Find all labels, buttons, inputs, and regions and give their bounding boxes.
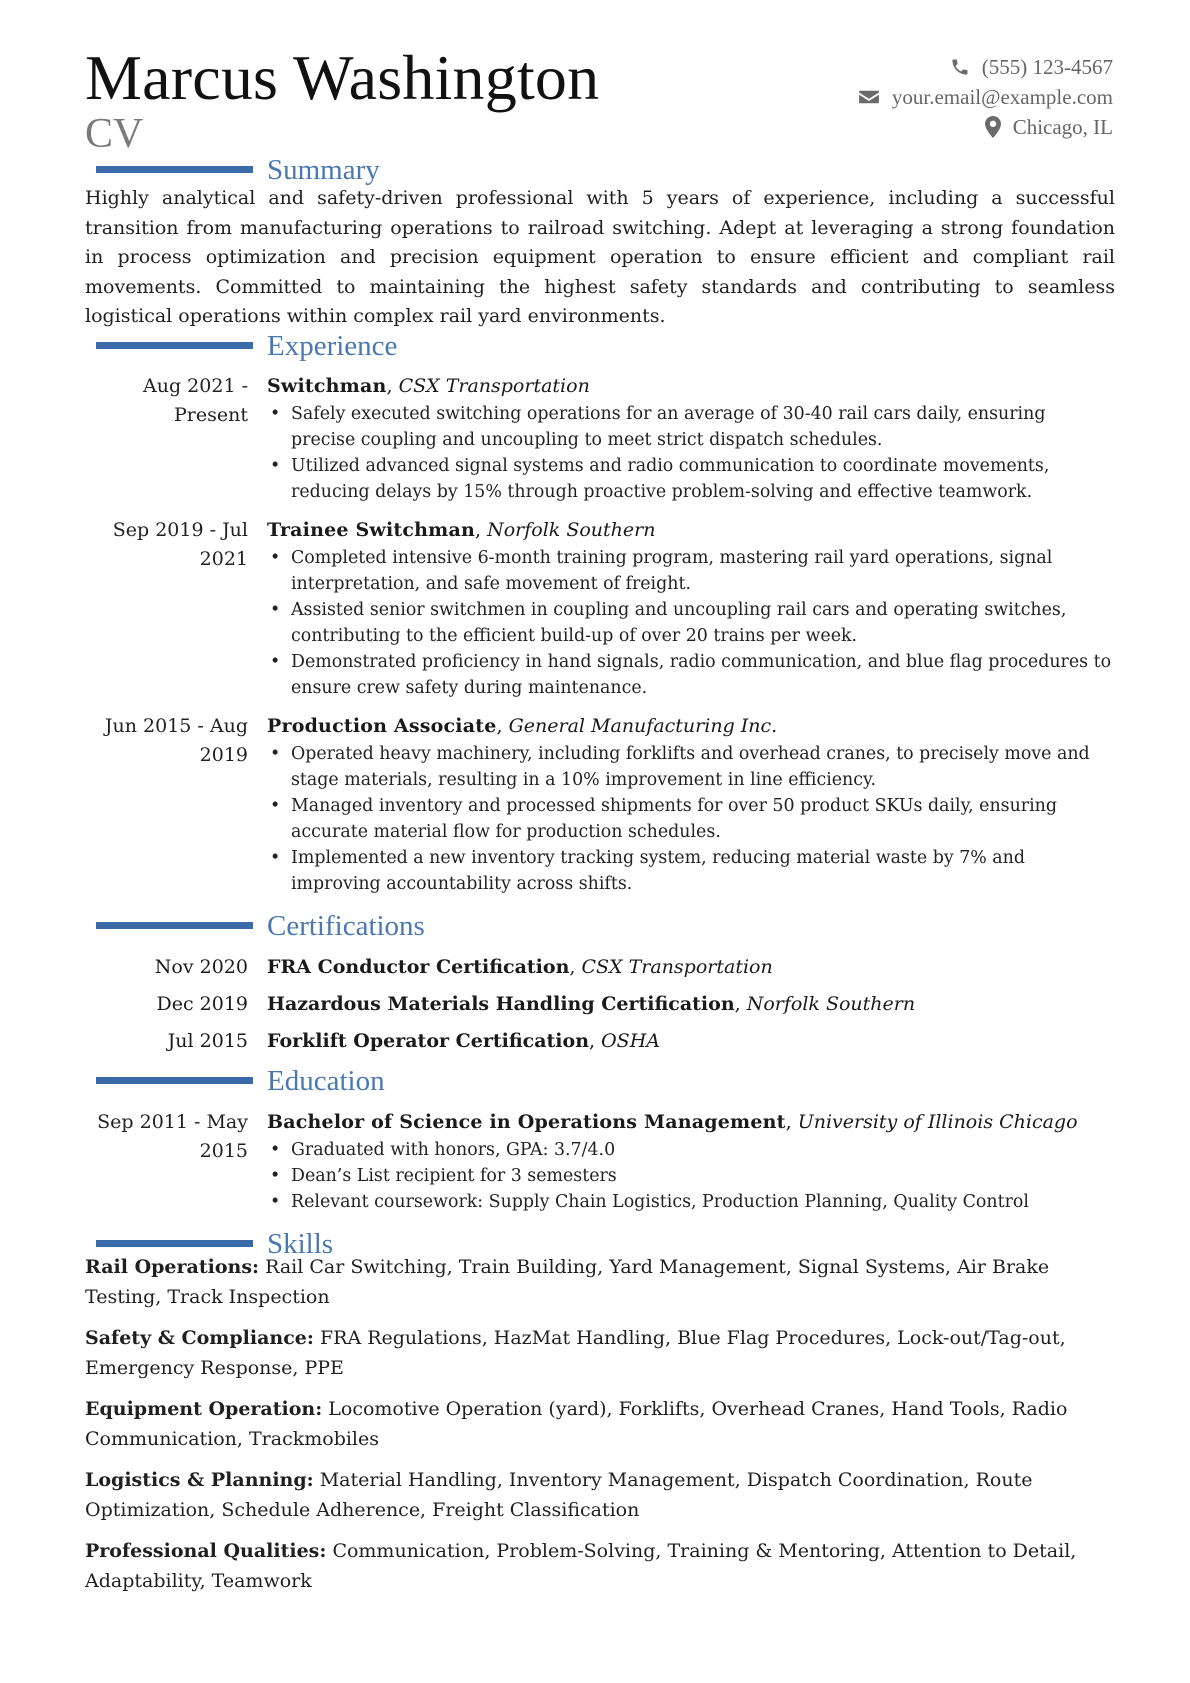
section-divider xyxy=(96,342,253,349)
section-education-header xyxy=(85,1063,1113,1099)
job-title: Switchman xyxy=(267,375,387,397)
skill-group xyxy=(85,1537,1115,1596)
list-item: • Safely executed switching operations for an average of 30-40 rail cars daily, ensuring precise coupling and uncoupling to meet strict dispatch schedules. xyxy=(267,401,1113,453)
employer: General Manufacturing Inc. xyxy=(508,715,778,737)
skill-list: Rail Car Switching, Train Building, Yard Management, Signal Systems, Air Brake Testing, Track Inspection xyxy=(85,1256,1050,1308)
skill-category: Rail Operations: xyxy=(85,1256,260,1278)
bullet-list xyxy=(267,401,1113,505)
certification-item: Nov 2020 FRA Conductor Certification, CSX Transportation xyxy=(85,952,1113,982)
bullet-list xyxy=(267,1137,1113,1215)
school: University of Illinois Chicago xyxy=(797,1111,1078,1133)
contact-location xyxy=(858,112,1113,142)
section-title: Skills xyxy=(267,1228,334,1260)
summary-text: Highly analytical and safety-driven professional with 5 years of experience, including a successful transition from manufacturing operations to railroad switching. Adept at leveraging a strong foundation in process optimization and precision equipment operation to ensure efficient and compliant rail movements. Committed to maintaining the highest safety standards and contributing to seamless logistical operations within complex rail yard environments. xyxy=(85,187,1115,327)
envelope-icon xyxy=(858,88,880,106)
section-divider xyxy=(96,1077,253,1084)
list-item: • Operated heavy machinery, including forklifts and overhead cranes, to precisely move and stage materials, resulting in a 10% improvement in line efficiency. xyxy=(267,741,1113,793)
skill-group xyxy=(85,1253,1115,1312)
contact-email[interactable] xyxy=(858,82,1113,112)
list-item: • Assisted senior switchmen in coupling and uncoupling rail cars and operating switches, contributing to the efficient build-up of over 20 trains per week. xyxy=(267,597,1113,649)
section-title: Education xyxy=(267,1065,385,1097)
degree: Bachelor of Science in Operations Management xyxy=(267,1111,786,1133)
skill-category: Equipment Operation: xyxy=(85,1398,323,1420)
bullet-list xyxy=(267,741,1113,897)
certification-name: Hazardous Materials Handling Certification xyxy=(267,993,735,1015)
candidate-name: Marcus Washington xyxy=(85,42,600,113)
phone-text: (555) 123-4567 xyxy=(981,54,1113,79)
list-item: • Dean’s List recipient for 3 semesters xyxy=(267,1163,1113,1189)
entry-date: Dec 2019 xyxy=(156,993,248,1015)
job-title: Production Associate xyxy=(267,715,497,737)
email-text: your.email@example.com xyxy=(891,84,1113,109)
contact-phone[interactable] xyxy=(858,52,1113,82)
skill-category: Logistics & Planning: xyxy=(85,1469,314,1491)
list-item: • Implemented a new inventory tracking system, reducing material waste by 7% and improving accountability across shifts. xyxy=(267,845,1113,897)
section-summary-header xyxy=(85,152,1113,188)
list-item: • Completed intensive 6-month training program, mastering rail yard operations, signal interpretation, and safe movement of freight. xyxy=(267,545,1113,597)
section-divider xyxy=(96,922,253,929)
entry-date: Nov 2020 xyxy=(154,956,248,978)
bullet-list xyxy=(267,545,1113,701)
list-item: • Utilized advanced signal systems and radio communication to coordinate movements, reducing delays by 15% through proactive problem-solving and effective teamwork. xyxy=(267,453,1113,505)
skill-group xyxy=(85,1466,1115,1525)
entry-headline: Switchman, CSX Transportation xyxy=(267,375,590,397)
employer: CSX Transportation xyxy=(398,375,590,397)
list-item: • Graduated with honors, GPA: 3.7/4.0 xyxy=(267,1137,1113,1163)
phone-icon xyxy=(950,57,970,77)
entry-date: Aug 2021 - Present xyxy=(143,375,248,426)
job-title: Trainee Switchman xyxy=(267,519,475,541)
entry-date: Jul 2015 xyxy=(167,1030,248,1052)
section-title: Summary xyxy=(267,154,380,186)
issuer: OSHA xyxy=(601,1030,660,1052)
section-divider xyxy=(96,166,253,173)
certification-name: FRA Conductor Certification xyxy=(267,956,570,978)
entry-headline: Bachelor of Science in Operations Management, University of Illinois Chicago xyxy=(267,1111,1078,1133)
entry-date: Sep 2011 - May 2015 xyxy=(97,1111,248,1162)
section-experience-header xyxy=(85,328,1113,364)
employer: Norfolk Southern xyxy=(487,519,656,541)
issuer: Norfolk Southern xyxy=(746,993,916,1015)
entry-date: Sep 2019 - Jul 2021 xyxy=(112,519,248,570)
skill-list: FRA Regulations, HazMat Handling, Blue Flag Procedures, Lock-out/Tag-out, Emergency Response, PPE xyxy=(85,1327,1066,1379)
entry-headline: Trainee Switchman, Norfolk Southern xyxy=(267,519,656,541)
location-text: Chicago, IL xyxy=(1012,114,1113,139)
certification-item: Jul 2015 Forklift Operator Certification, OSHA xyxy=(85,1026,1113,1056)
section-certifications-header xyxy=(85,908,1113,944)
certification-item: Dec 2019 Hazardous Materials Handling Certification, Norfolk Southern xyxy=(85,989,1113,1019)
document-subtitle: CV xyxy=(85,111,144,157)
skill-list: Locomotive Operation (yard), Forklifts, Overhead Cranes, Hand Tools, Radio Communication, Trackmobiles xyxy=(85,1398,1068,1450)
certification-name: Forklift Operator Certification xyxy=(267,1030,590,1052)
skill-group xyxy=(85,1324,1115,1383)
skill-category: Professional Qualities: xyxy=(85,1540,327,1562)
section-divider xyxy=(96,1240,253,1247)
list-item: • Relevant coursework: Supply Chain Logistics, Production Planning, Quality Control xyxy=(267,1189,1113,1215)
location-pin-icon xyxy=(985,116,1001,138)
contact-block xyxy=(858,52,1113,142)
skill-category: Safety & Compliance: xyxy=(85,1327,314,1349)
entry-headline: Production Associate, General Manufacturing Inc. xyxy=(267,715,778,737)
section-title: Certifications xyxy=(267,910,425,942)
skill-group xyxy=(85,1395,1115,1454)
list-item: • Demonstrated proficiency in hand signals, radio communication, and blue flag procedures to ensure crew safety during maintenance. xyxy=(267,649,1113,701)
skill-list: Material Handling, Inventory Management, Dispatch Coordination, Route Optimization, Schedule Adherence, Freight Classification xyxy=(85,1469,1033,1521)
issuer: CSX Transportation xyxy=(581,956,773,978)
skill-list: Communication, Problem-Solving, Training & Mentoring, Attention to Detail, Adaptability, Teamwork xyxy=(85,1540,1077,1592)
section-title: Experience xyxy=(267,330,398,362)
list-item: • Managed inventory and processed shipments for over 50 product SKUs daily, ensuring accurate material flow for production schedules. xyxy=(267,793,1113,845)
entry-date: Jun 2015 - Aug 2019 xyxy=(104,715,248,766)
